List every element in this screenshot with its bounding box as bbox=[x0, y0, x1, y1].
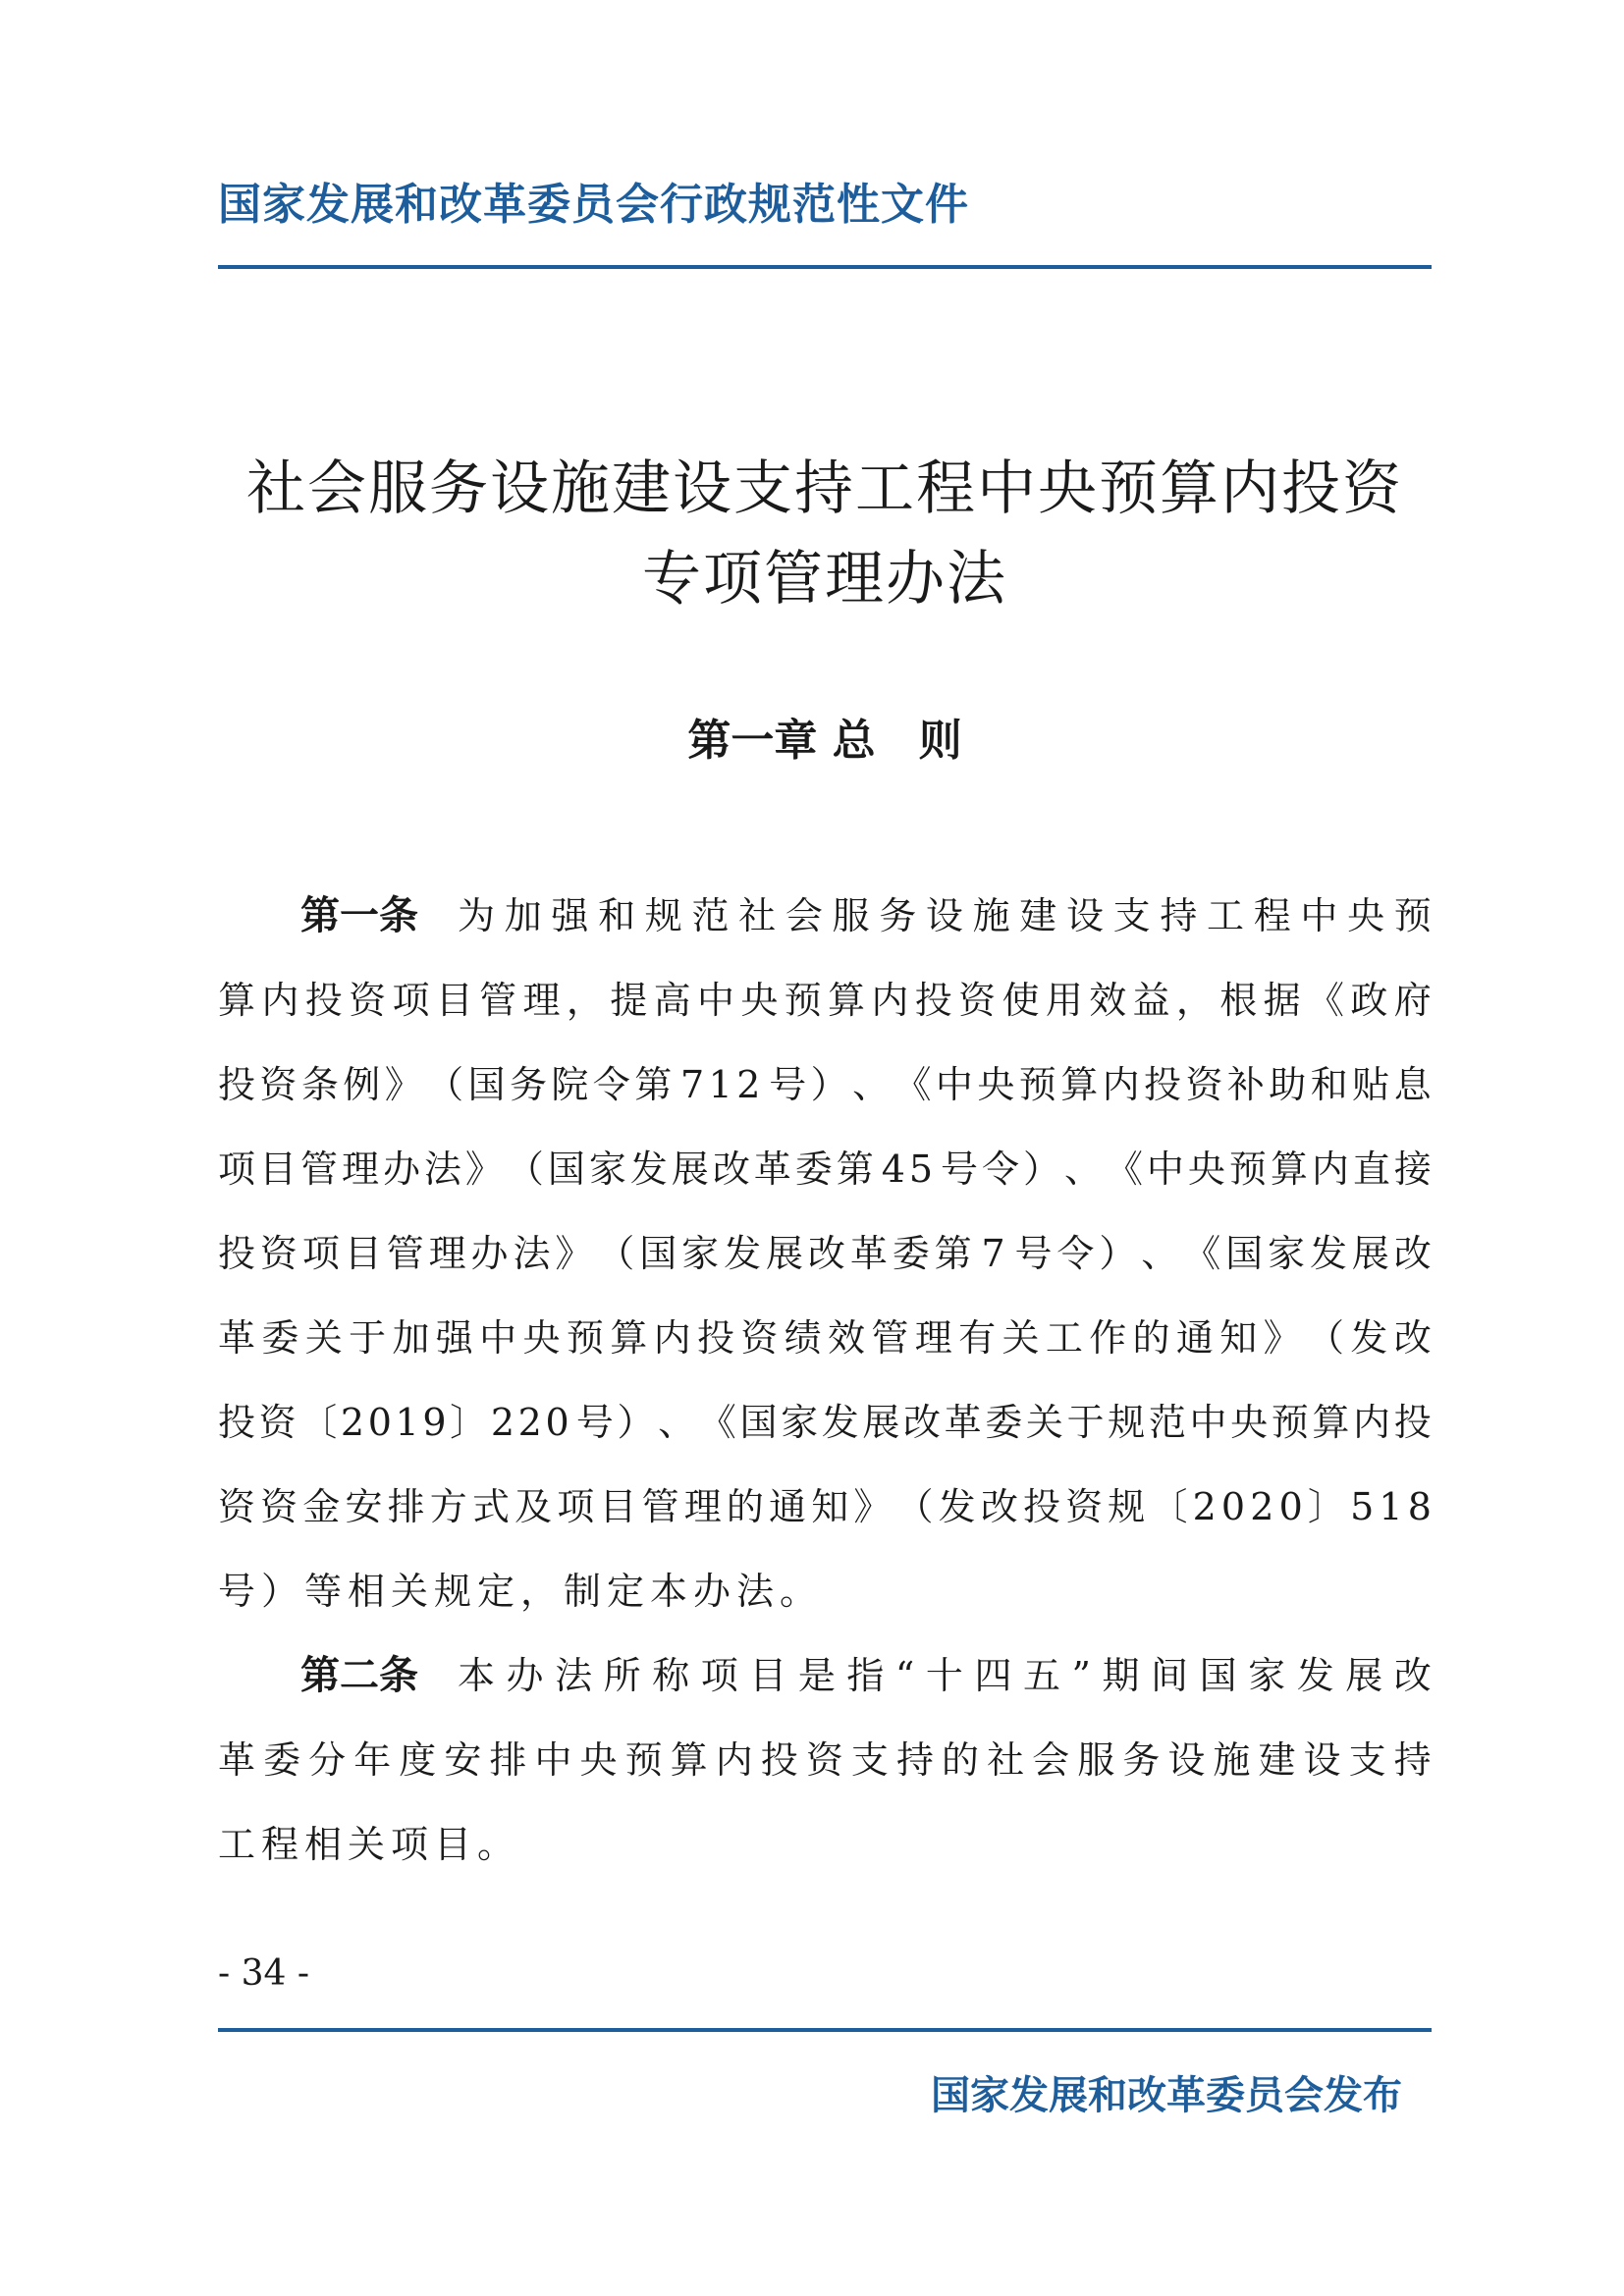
article-1-line-7: 投 资 〔 2 0 1 9 〕 2 2 0 号 ） 、 《 国 家 发 展 改 革 委 关 于 规 范 中 央 预 算 内 投 bbox=[218, 1401, 1432, 1444]
article-1-line-1 bbox=[218, 874, 1432, 958]
article-1-text: 为 加 强 和 规 范 社 会 服 务 设 施 建 设 支 持 工 程 中 央 预 bbox=[458, 894, 1432, 937]
document-title-line-2: 专项管理办法 bbox=[642, 545, 1007, 614]
document-title-line-1: 社会服务设施建设支持工程中央预算内投资 bbox=[246, 454, 1403, 523]
page-number: - 34 - bbox=[218, 1953, 310, 1994]
article-1-line-6: 革 委 关 于 加 强 中 央 预 算 内 投 资 绩 效 管 理 有 关 工 作 的 通 知 》 （ 发 改 bbox=[218, 1316, 1432, 1360]
article-2-label: 第二条 bbox=[300, 1653, 418, 1698]
article-2-line-3: 工程相关项目。 bbox=[218, 1823, 521, 1866]
footer-rule bbox=[218, 2028, 1432, 2032]
article-1-line-9: 号）等相关规定，制定本办法。 bbox=[218, 1570, 824, 1613]
header-rule bbox=[218, 265, 1432, 269]
body-text bbox=[218, 874, 1432, 1887]
article-1-line-4: 项 目 管 理 办 法 》 （ 国 家 发 展 改 革 委 第 4 5 号 令 ） 、 《 中 央 预 算 内 直 接 bbox=[218, 1148, 1432, 1191]
article-1-line-2: 算 内 投 资 项 目 管 理 ， 提 高 中 央 预 算 内 投 资 使 用 效 益 ， 根 据 《 政 府 bbox=[218, 979, 1432, 1022]
article-1-line-8: 资 资 金 安 排 方 式 及 项 目 管 理 的 通 知 》 （ 发 改 投 资 规 〔 2 0 2 0 〕 5 1 8 bbox=[218, 1485, 1432, 1528]
article-1-line-5: 投 资 项 目 管 理 办 法 》 （ 国 家 发 展 改 革 委 第 7 号 令 ） 、 《 国 家 发 展 改 bbox=[218, 1232, 1432, 1275]
article-2-line-1 bbox=[218, 1633, 1432, 1718]
chapter-title: 第一章 总 则 bbox=[687, 716, 962, 766]
footer-publisher: 国家发展和改革委员会发布 bbox=[931, 2073, 1402, 2118]
article-2-text: 本 办 法 所 称 项 目 是 指 “ 十 四 五 ” 期 间 国 家 发 展 改 bbox=[458, 1654, 1432, 1697]
header-title: 国家发展和改革委员会行政规范性文件 bbox=[218, 180, 969, 230]
article-2-line-2: 革 委 分 年 度 安 排 中 央 预 算 内 投 资 支 持 的 社 会 服 务 设 施 建 设 支 持 bbox=[218, 1738, 1432, 1782]
document-title bbox=[218, 444, 1432, 624]
article-1-line-3: 投 资 条 例 》 （ 国 务 院 令 第 7 1 2 号 ） 、 《 中 央 预 算 内 投 资 补 助 和 贴 息 bbox=[218, 1063, 1432, 1106]
article-1-label: 第一条 bbox=[300, 893, 418, 938]
